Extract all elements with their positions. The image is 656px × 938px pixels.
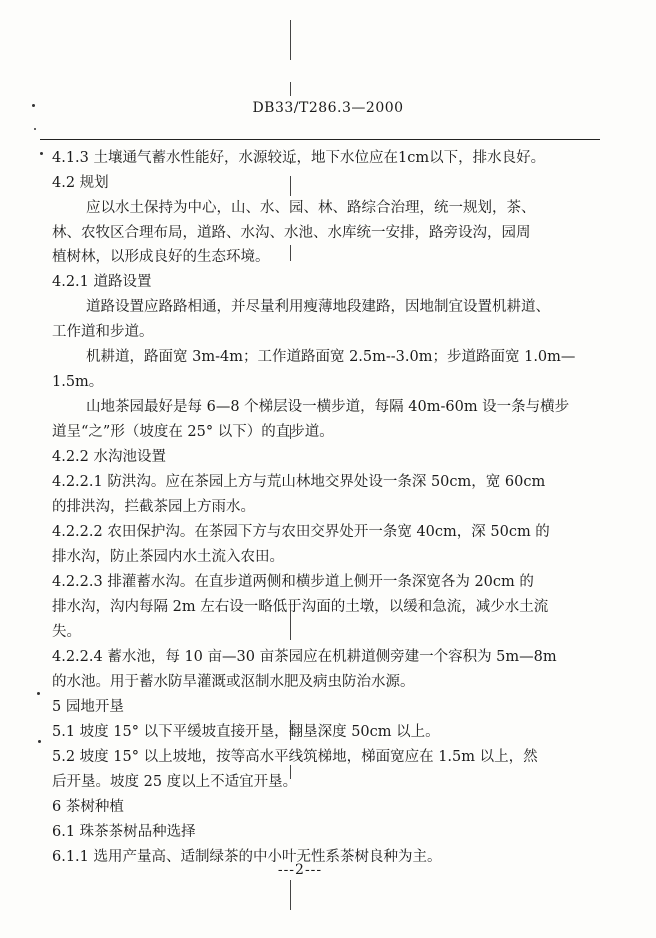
heading-5: 5 园地开垦 (52, 699, 124, 715)
clause-4-2-2-1: 4.2.2.1 防洪沟。应在茶园上方与荒山林地交界处设一条深 50cm，宽 60cm (52, 474, 546, 490)
paragraph-line: 工作道和步道。 (52, 324, 154, 340)
clause-4-2-2-4: 4.2.2.4 蓄水池，每 10 亩—30 亩茶园应在机耕道侧旁建一个容积为 5m—8m (52, 649, 557, 665)
paragraph-line: 植树林，以形成良好的生态环境。 (52, 249, 270, 265)
scan-speck (34, 128, 36, 130)
paragraph-line: 机耕道，路面宽 3m-4m；工作道路面宽 2.5m--3.0m；步道路面宽 1.0m— (86, 349, 576, 365)
scan-speck (40, 152, 43, 155)
heading-4-2: 4.2 规划 (52, 175, 109, 191)
heading-6: 6 茶树种植 (52, 799, 124, 815)
document-code-header: DB33/T286.3—2000 (252, 100, 404, 116)
heading-4-2-2: 4.2.2 水沟池设置 (52, 449, 167, 465)
paragraph-line: 排水沟，沟内每隔 2m 左右设一略低于沟面的土墩，以缓和急流，减少水土流 (52, 599, 549, 615)
clause-5-1: 5.1 坡度 15° 以下平缓坡直接开垦，翻垦深度 50cm 以上。 (52, 724, 440, 740)
clause-4-2-2-2: 4.2.2.2 农田保护沟。在茶园下方与农田交界处开一条宽 40cm，深 50cm 的 (52, 524, 550, 540)
paragraph-line: 应以水土保持为中心，山、水、园、林、路综合治理，统一规划，茶、 (86, 200, 536, 216)
clause-4-1-3: 4.1.3 土壤通气蓄水性能好，水源较近，地下水位应在1cm以下，排水良好。 (52, 150, 546, 166)
paragraph-line: 排水沟，防止茶园内水土流入农田。 (52, 549, 284, 565)
paragraph-line: 的排洪沟，拦截茶园上方雨水。 (52, 499, 255, 515)
fold-mark-upper (290, 82, 291, 96)
paragraph-line: 的水池。用于蓄水防旱灌溉或沤制水肥及病虫防治水源。 (52, 674, 415, 690)
paragraph-line: 林、农牧区合理布局，道路、水沟、水池、水库统一安排，路旁设沟，园周 (52, 225, 531, 241)
page-number: ---2--- (277, 862, 323, 878)
header-rule (40, 139, 600, 140)
fold-mark-top (290, 20, 291, 60)
paragraph-line: 失。 (52, 624, 81, 640)
scan-speck (37, 692, 40, 695)
paragraph-line: 后开垦。坡度 25 度以上不适宜开垦。 (52, 774, 298, 790)
clause-4-2-2-3: 4.2.2.3 排灌蓄水沟。在直步道两侧和横步道上侧开一条深宽各为 20cm 的 (52, 574, 534, 590)
heading-4-2-1: 4.2.1 道路设置 (52, 274, 152, 290)
paragraph-line: 山地茶园最好是每 6—8 个梯层设一横步道，每隔 40m-60m 设一条与横步 (86, 399, 570, 415)
clause-6-1-1: 6.1.1 选用产量高、适制绿茶的中小叶无性系茶树良种为主。 (52, 849, 442, 865)
fold-mark-bottom (290, 880, 291, 910)
heading-6-1: 6.1 珠茶茶树品种选择 (52, 824, 196, 840)
scan-speck (38, 740, 41, 743)
clause-5-2: 5.2 坡度 15° 以上坡地，按等高水平线筑梯地，梯面宽应在 1.5m 以上，然 (52, 749, 538, 765)
paragraph-line: 道呈“之”形（坡度在 25° 以下）的直步道。 (52, 424, 334, 440)
paragraph-line: 1.5m。 (52, 374, 104, 390)
paragraph-line: 道路设置应路路相通，并尽量利用瘦薄地段建路，因地制宜设置机耕道、 (86, 299, 550, 315)
